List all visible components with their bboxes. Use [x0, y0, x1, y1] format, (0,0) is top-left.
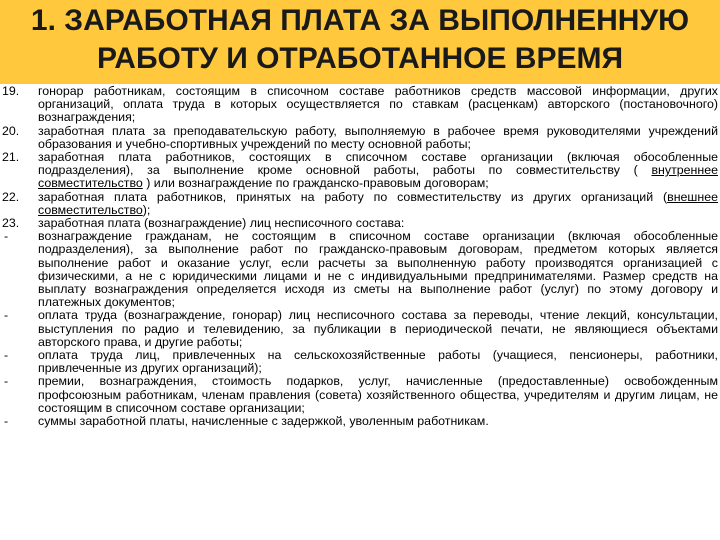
list-number: 21. — [2, 150, 20, 165]
list-item-text: гонорар работникам, состоящим в списочном составе работников средств массовой информации, других организаций, оплата труда в которых осуществляется по ставкам (расценкам) авторского (постановочного) вознаграждения; — [38, 85, 718, 125]
dash-item — [0, 309, 718, 349]
list-item-text: заработная плата за преподавательскую работу, выполняемую в рабочее время руководителями учреждений образования и учебно-спортивных учреждений по месту основной работы; — [38, 124, 718, 151]
dash-marker: - — [4, 348, 9, 363]
list-item-23 — [0, 217, 718, 230]
dash-item — [0, 230, 718, 309]
list-item-21 — [0, 151, 718, 191]
underlined-term: внешнее совместительство — [38, 190, 718, 217]
dash-item — [0, 415, 718, 428]
list-item-text: заработная плата (вознаграждение) лиц несписочного состава: — [38, 217, 405, 231]
list-item-text — [38, 191, 718, 217]
dash-item-text: оплата труда (вознаграждение, гонорар) лиц несписочного состава за переводы, чтение лекций, консультации, выступления по радио и телевидению, за публикации в периодической печати, не являющиеся объектами авторского права, и другие работы; — [38, 309, 718, 349]
text-part: ); — [142, 202, 151, 217]
text-part: ) или вознаграждение по гражданско-правовым договорам; — [142, 176, 489, 191]
dash-item-text: оплата труда лиц, привлеченных на сельскохозяйственные работы (учащиеся, пенсионеры, работники, привлеченные из других организаций); — [38, 349, 718, 376]
dash-marker: - — [4, 374, 9, 389]
dash-item — [0, 375, 718, 415]
list-number: 20. — [2, 123, 20, 138]
slide-title-line-2: РАБОТУ И ОТРАБОТАННОЕ ВРЕМЯ — [96, 42, 624, 75]
text-part: заработная плата работников, принятых на работу по совместительству из других организаций ( — [38, 190, 668, 204]
underlined-term: внутреннее совместительство — [38, 163, 718, 191]
list-item-20 — [0, 125, 718, 151]
dash-item-text: премии, вознаграждения, стоимость подарков, услуг, начисленные (предоставленные) освобожденным профсоюзным работникам, членам правления (совета) хозяйственного общества, учредителям и другим лицам, не состоящим в списочном составе организации; — [38, 375, 718, 415]
title-banner — [0, 0, 720, 84]
list-item-19 — [0, 85, 718, 125]
dash-item — [0, 349, 718, 375]
list-number: 19. — [2, 84, 20, 98]
dash-item-text: вознаграждение гражданам, не состоящим в списочном составе организации (включая обособленные подразделения), за выполнение работ по гражданско-правовым договорам, предметом которых является выполнение работ и оказание услуг, если расчеты за выполненную работу производятся организацией с физическими, а не с юридическими лицами и не с индивидуальными предпринимателями. Размер средств на выплату вознаграждения определяется исходя из сметы на выполнение работ (услуг) по этому договору и платежных документов; — [38, 230, 718, 310]
body-list — [0, 85, 718, 428]
list-item-22 — [0, 191, 718, 217]
list-number: 22. — [2, 189, 20, 204]
dash-marker: - — [4, 308, 9, 323]
slide-title-line-1: 1. ЗАРАБОТНАЯ ПЛАТА ЗА ВЫПОЛНЕННУЮ — [30, 4, 690, 37]
list-number: 23. — [2, 216, 20, 231]
text-part: заработная плата работников, состоящих в списочном составе организации (включая обособленные подразделения), за выполнение кроме основной работы, работы по совместительству ( — [38, 151, 718, 178]
dash-marker: - — [4, 229, 9, 244]
list-item-text — [38, 151, 718, 191]
dash-item-text: суммы заработной платы, начисленные с задержкой, уволенным работникам. — [38, 415, 489, 429]
dash-marker: - — [4, 414, 9, 429]
